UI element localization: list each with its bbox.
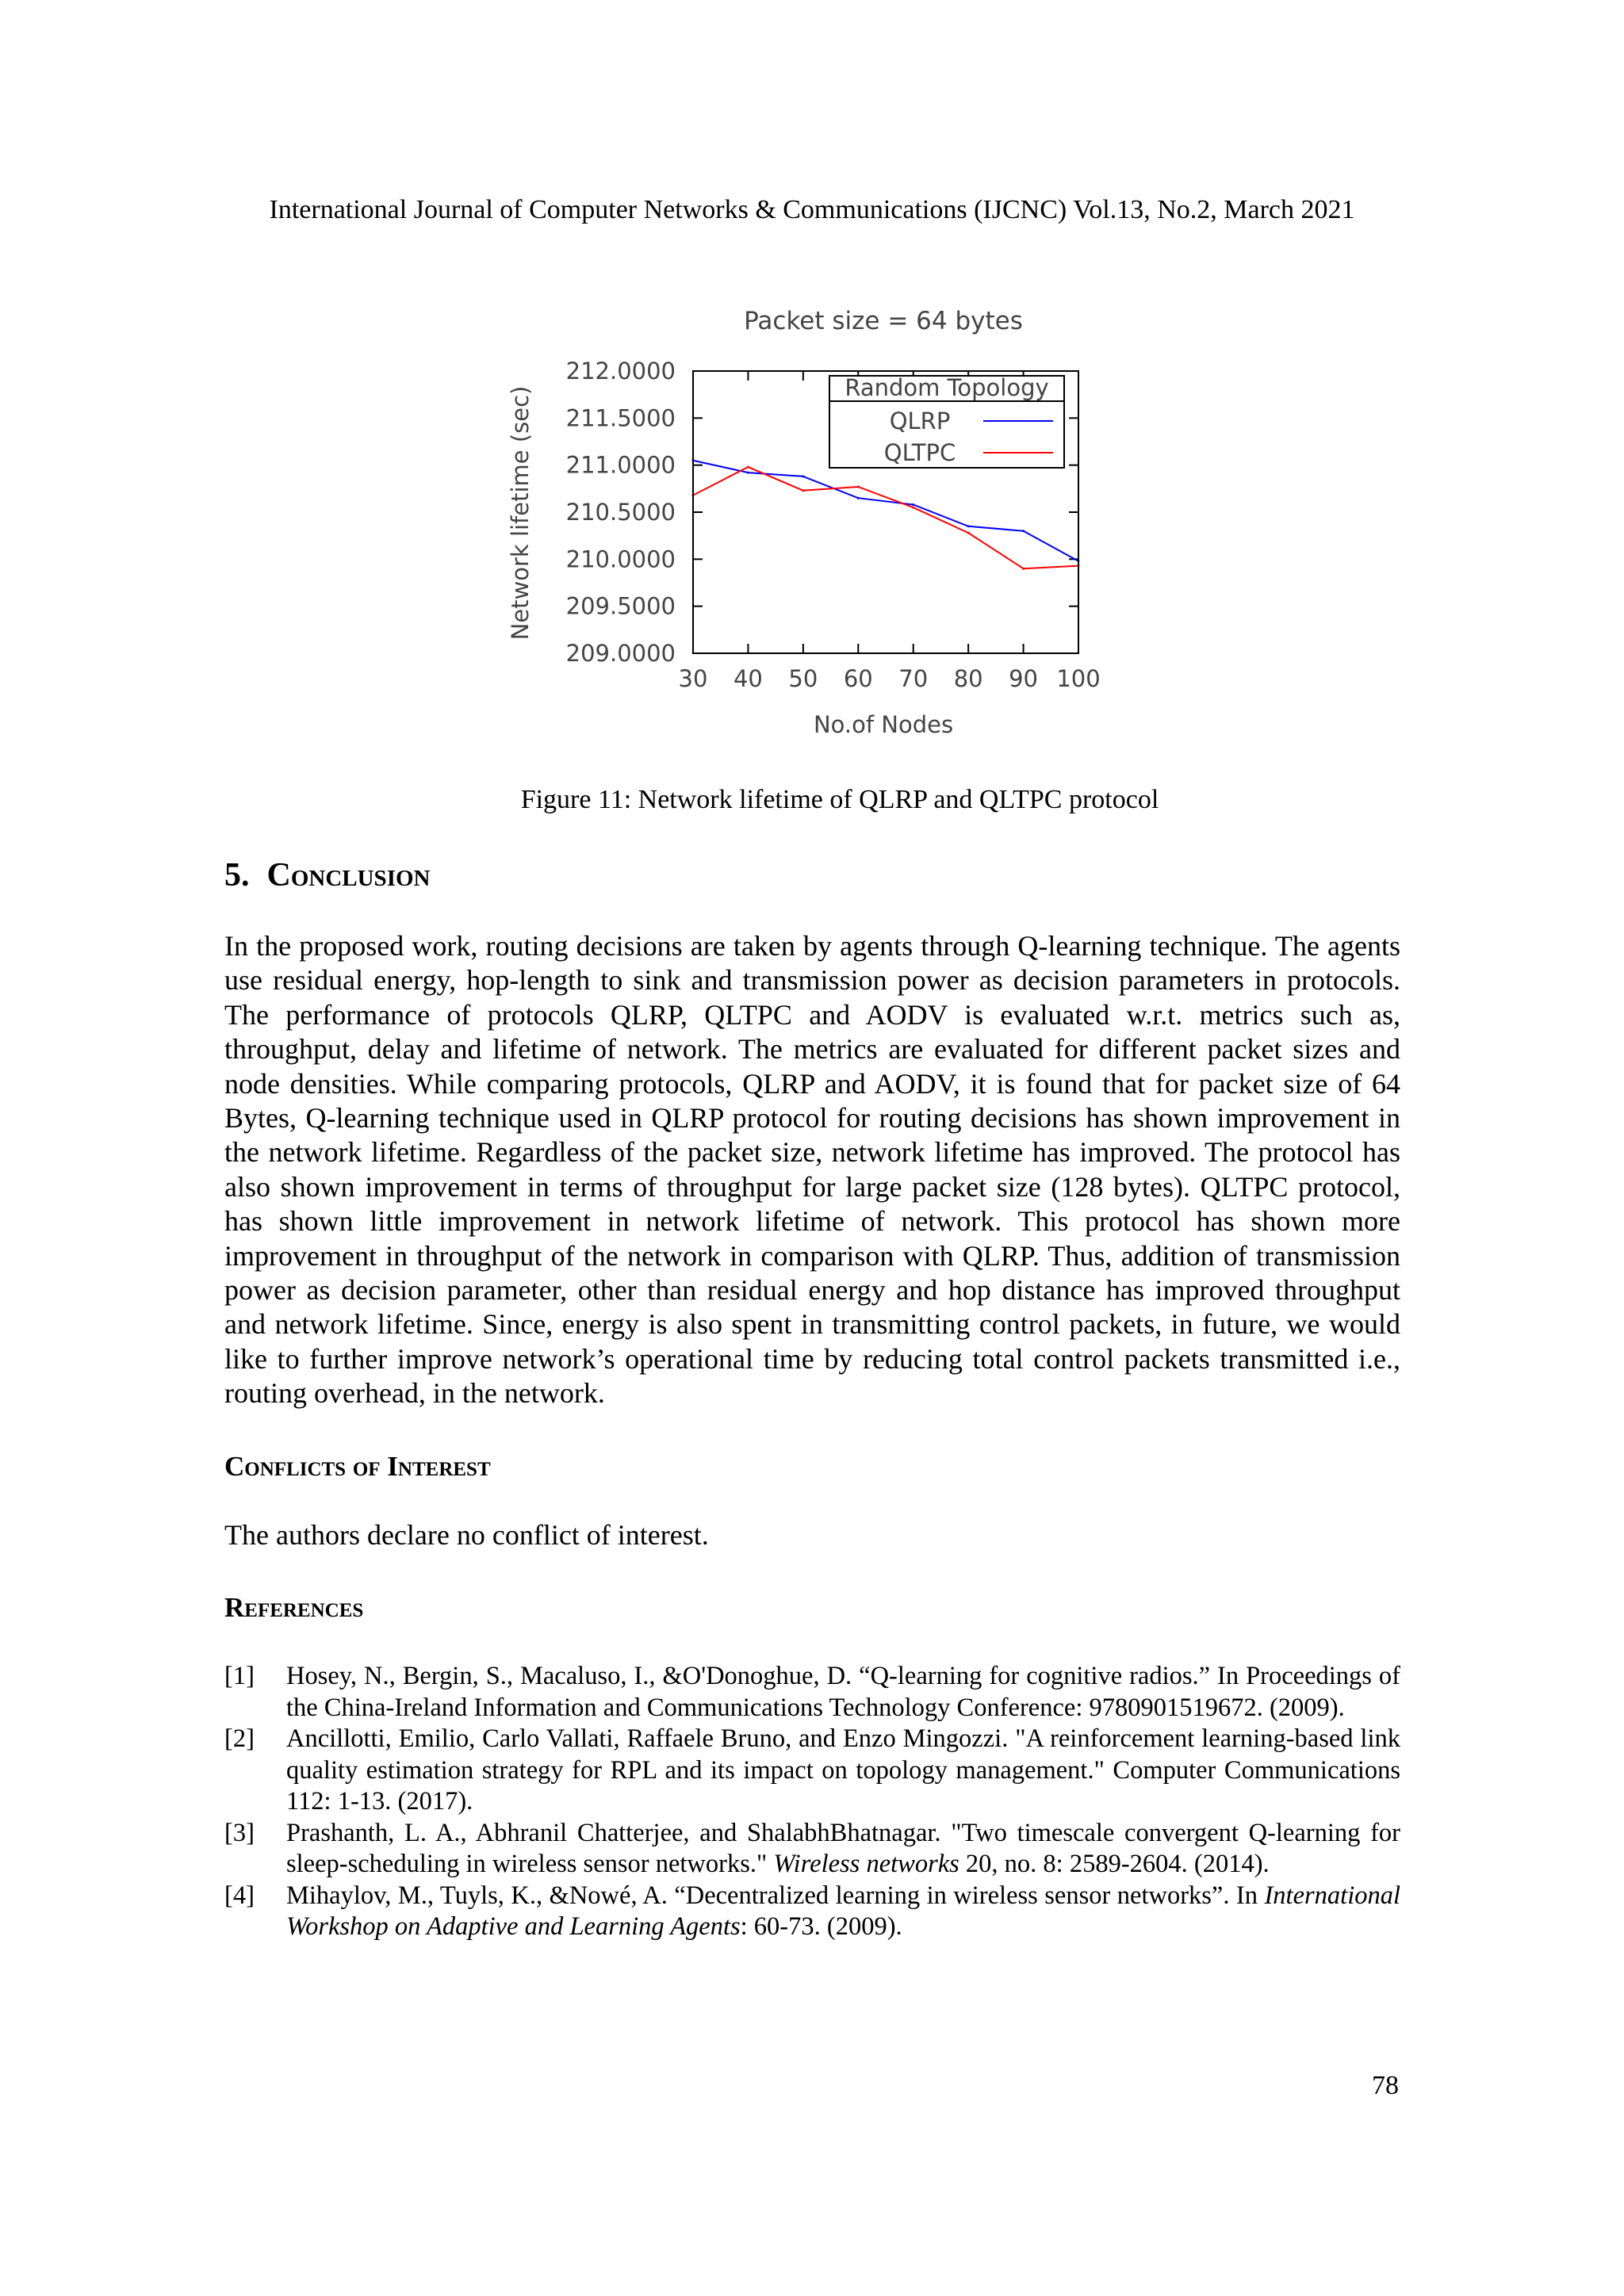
data-point-qlrp: [802, 475, 804, 477]
y-tick-label: 209.0000: [565, 640, 676, 667]
figure-caption: Figure 11: Network lifetime of QLRP and QLTPC protocol: [520, 785, 1159, 814]
data-point-qlrp: [967, 525, 970, 527]
data-point-qltpc: [1022, 568, 1025, 570]
journal-header: International Journal of Computer Networks & Communications (IJCNC) Vol.13, No.2, March 2021: [269, 195, 1355, 224]
y-tick-label: 211.5000: [565, 404, 676, 432]
section-number: 5.: [224, 857, 250, 894]
page-number: 78: [1372, 2071, 1399, 2100]
x-tick-label: 90: [1009, 665, 1039, 692]
reference-body: Ancillotti, Emilio, Carlo Vallati, Raffaele Bruno, and Enzo Mingozzi. "A reinforcement learning-based link quality estimation strategy for RPL and its impact on topology management." Computer Communications 112: 1-13. (2017).: [286, 1724, 1400, 1816]
figure-11-chart: [476, 293, 1126, 753]
x-tick-label: 60: [843, 665, 873, 692]
reference-number: [2]: [224, 1724, 255, 1753]
reference-text: [286, 1724, 1400, 1818]
section-title: Conclusion: [266, 857, 431, 894]
data-point-qltpc: [967, 532, 970, 534]
data-point-qltpc: [857, 485, 860, 488]
reference-item: [224, 1661, 1400, 1724]
y-tick-label: 209.5000: [565, 592, 676, 620]
data-point-qlrp: [1022, 530, 1025, 532]
x-tick-label: 30: [678, 665, 708, 692]
data-point-qlrp: [912, 503, 914, 506]
reference-text: [286, 1661, 1400, 1724]
reference-number: [3]: [224, 1818, 255, 1847]
series-line-qltpc: [693, 467, 1078, 568]
reference-item: [224, 1818, 1400, 1881]
x-tick-label: 100: [1056, 665, 1101, 692]
legend-entry-label: QLRP: [889, 408, 951, 434]
conflicts-paragraph: The authors declare no conflict of interest.: [224, 1519, 709, 1551]
chart-y-axis-label: Network lifetime (sec): [507, 385, 534, 641]
data-point-qlrp: [747, 472, 749, 474]
reference-body: Hosey, N., Bergin, S., Macaluso, I., &O'Donoghue, D. “Q-learning for cognitive radios.” In Proceedings of the China-Ireland Information and Communications Technology Conference: 9780901519672. (2009).: [286, 1662, 1400, 1722]
y-tick-label: 210.0000: [565, 545, 676, 573]
data-point-qltpc: [747, 466, 749, 469]
reference-body: Mihaylov, M., Tuyls, K., &Nowé, A. “Decentralized learning in wireless sensor networks”. In: [286, 1881, 1265, 1910]
x-tick-label: 80: [953, 665, 983, 692]
reference-number: [4]: [224, 1881, 255, 1910]
reference-text: [286, 1818, 1400, 1881]
y-tick-label: 211.0000: [565, 451, 676, 479]
data-point-qltpc: [802, 489, 804, 492]
y-tick-label: 212.0000: [565, 358, 676, 385]
reference-list: [224, 1661, 1400, 1943]
conflicts-heading: Conflicts of Interest: [224, 1451, 491, 1482]
legend-entry-label: QLTPC: [883, 439, 956, 466]
reference-item: [224, 1881, 1400, 1943]
line-chart-svg: [476, 293, 1126, 753]
reference-text: [286, 1881, 1400, 1943]
data-point-qltpc: [912, 507, 914, 509]
reference-venue: International Workshop on Adaptive and Learning Agents: [286, 1881, 1400, 1941]
x-tick-label: 50: [788, 665, 818, 692]
chart-x-axis-label: No.of Nodes: [813, 711, 954, 738]
reference-details: : 60-73. (2009).: [740, 1912, 902, 1941]
reference-journal: Wireless networks: [773, 1850, 959, 1878]
data-point-qlrp: [857, 497, 860, 499]
conclusion-heading: [224, 856, 430, 894]
reference-number: [1]: [224, 1662, 255, 1690]
legend-title: Random Topology: [845, 374, 1049, 401]
reference-body: Prashanth, L. A., Abhranil Chatterjee, and ShalabhBhatnagar. "Two timescale convergent Q-learning for sleep-scheduling in wireless sensor networks.": [286, 1818, 1400, 1878]
reference-item: [224, 1724, 1400, 1818]
chart-title: Packet size = 64 bytes: [744, 307, 1023, 335]
x-tick-label: 40: [733, 665, 763, 692]
reference-details: 20, no. 8: 2589-2604. (2014).: [959, 1850, 1270, 1878]
conclusion-paragraph: In the proposed work, routing decisions are taken by agents through Q-learning technique. The agents use residual energy, hop-length to sink and transmission power as decision parameters in protocols. The performance of protocols QLRP, QLTPC and AODV is evaluated w.r.t. metrics such as, throughput, delay and lifetime of network. The metrics are evaluated for different packet sizes and node densities. While comparing protocols, QLRP and AODV, it is found that for packet size of 64 Bytes, Q-learning technique used in QLRP protocol for routing decisions has shown improvement in the network lifetime. Regardless of the packet size, network lifetime has improved. The protocol has also shown improvement in terms of throughput for large packet size (128 bytes). QLTPC protocol, has shown little improvement in network lifetime of network. This protocol has shown more improvement in throughput of the network in comparison with QLRP. Thus, addition of transmission power as decision parameter, other than residual energy and hop distance has improved throughput and network lifetime. Since, energy is also spent in transmitting control packets, in future, we would like to further improve network’s operational time by reducing total control packets transmitted i.e., routing overhead, in the network.: [224, 930, 1400, 1410]
series-line-qlrp: [693, 461, 1078, 561]
x-tick-label: 70: [898, 665, 929, 692]
y-tick-label: 210.5000: [565, 499, 676, 526]
chart-legend: [829, 374, 1064, 468]
references-heading: References: [224, 1592, 364, 1623]
